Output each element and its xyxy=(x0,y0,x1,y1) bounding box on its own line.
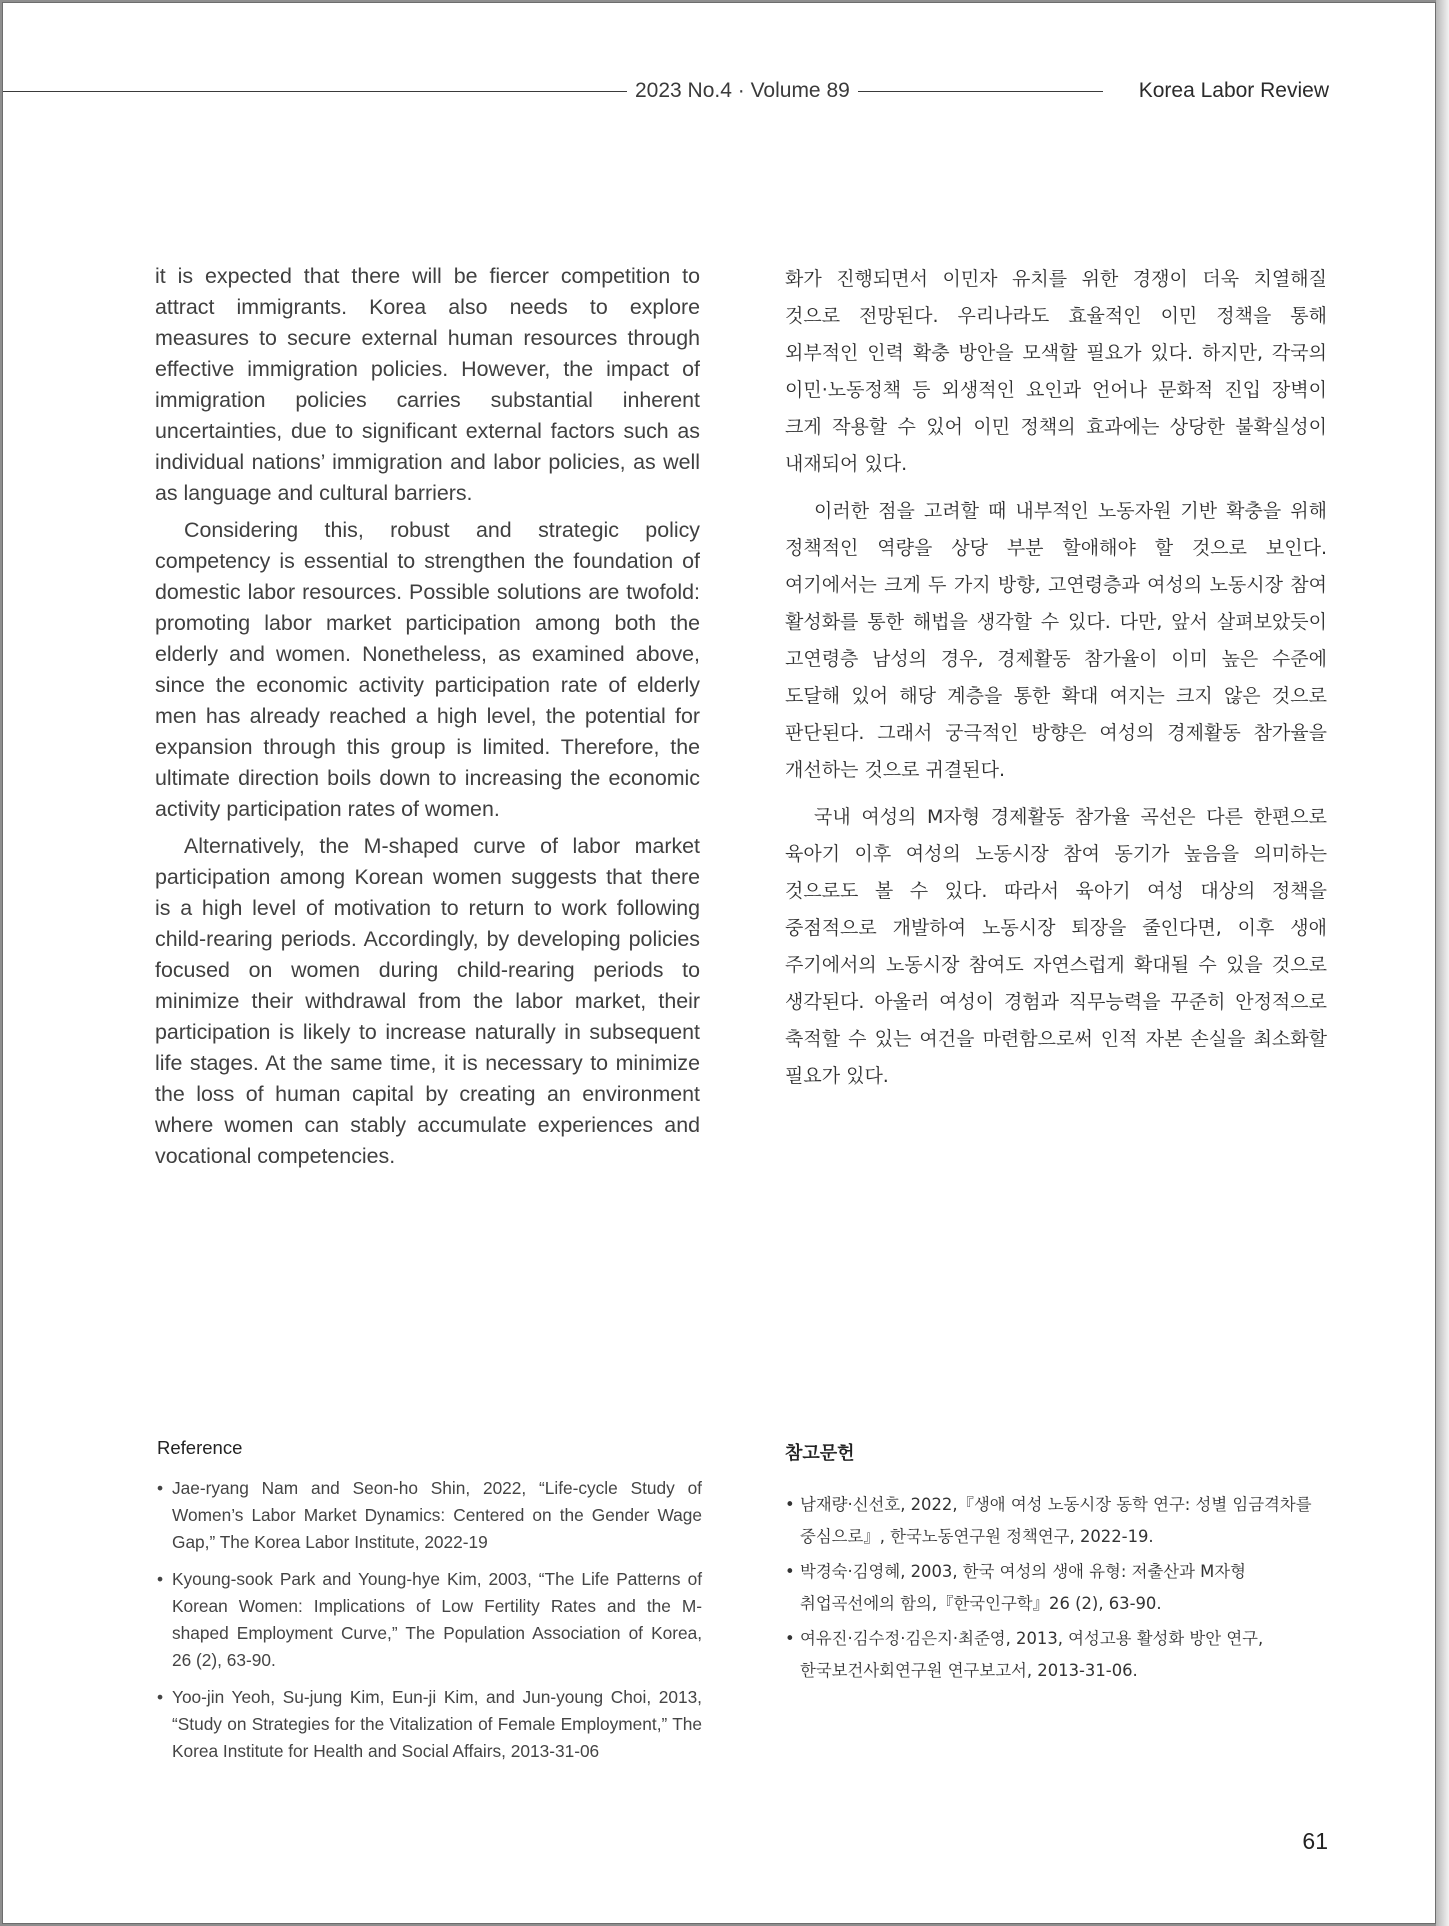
english-paragraph-3: Alternatively, the M-shaped curve of labor market participation among Korean women suggests that there is a high level of motivation to return to work following child-rearing periods. Accordingly, by developing policies focused on women during child-rearing periods to minimize their withdrawal from the labor market, their participation is likely to increase naturally in subsequent life stages. At the same time, it is necessary to minimize the loss of human capital by creating an environment where women can stably accumulate experiences and vocational competencies. xyxy=(155,834,700,1168)
reference-text: 박경숙·김영혜, 2003, 한국 여성의 생애 유형: 저출산과 M자형 취업곡선에의 함의,『한국인구학』26 (2), 63-90. xyxy=(800,1562,1246,1613)
bullet-icon: • xyxy=(157,1687,164,1707)
reference-item xyxy=(785,1623,1330,1687)
header-rule-middle xyxy=(858,91,1103,92)
reference-item xyxy=(785,1489,1330,1553)
reference-text: Jae-ryang Nam and Seon-ho Shin, 2022, “Life-cycle Study of Women’s Labor Market Dynamics: Centered on the Gender Wage Gap,” The Korea Labor Institute, 2022-19 xyxy=(172,1478,702,1552)
bullet-icon: • xyxy=(785,1629,795,1648)
reference-text: Kyoung-sook Park and Young-hye Kim, 2003, “The Life Patterns of Korean Women: Implications of Low Fertility Rates and the M-shaped Employment Curve,” The Population Association of Korea, 26 (2), 63-90. xyxy=(172,1569,702,1670)
korean-paragraph-1: 화가 진행되면서 이민자 유치를 위한 경쟁이 더욱 치열해질 것으로 전망된다. 우리나라도 효율적인 이민 정책을 통해 외부적인 인력 확충 방안을 모색할 필요가 있다. 하지만, 각국의 이민·노동정책 등 외생적인 요인과 언어나 문화적 진입 장벽이 크게 작용할 수 있어 이민 정책의 효과에는 상당한 불확실성이 내재되어 있다. xyxy=(785,268,1327,475)
page-number: 61 xyxy=(1302,1828,1328,1854)
english-paragraph-2: Considering this, robust and strategic policy competency is essential to strengthen the foundation of domestic labor resources. Possible solutions are twofold: promoting labor market participation among both the elderly and women. Nonetheless, as examined above, since the economic activity participation rate of elderly men has already reached a high level, the potential for expansion through this group is limited. Therefore, the ultimate direction boils down to increasing the economic activity participation rates of women. xyxy=(155,518,700,821)
reference-list-korean xyxy=(785,1489,1330,1690)
reference-text: Yoo-jin Yeoh, Su-jung Kim, Eun-ji Kim, and Jun-young Choi, 2013, “Study on Strategies for the Vitalization of Female Employment,” The Korea Institute for Health and Social Affairs, 2013-31-06 xyxy=(172,1687,702,1761)
bullet-icon: • xyxy=(157,1478,164,1498)
reference-item xyxy=(785,1556,1330,1620)
korean-paragraph-2: 이러한 점을 고려할 때 내부적인 노동자원 기반 확충을 위해 정책적인 역량을 상당 부분 할애해야 할 것으로 보인다. 여기에서는 크게 두 가지 방향, 고연령층과 여성의 노동시장 참여 활성화를 통한 해법을 생각할 수 있다. 다만, 앞서 살펴보았듯이 고연령층 남성의 경우, 경제활동 참가율이 이미 높은 수준에 도달해 있어 해당 계층을 통한 확대 여지는 크지 않은 것으로 판단된다. 그래서 궁극적인 방향은 여성의 경제활동 참가율을 개선하는 것으로 귀결된다. xyxy=(785,500,1327,781)
bullet-icon: • xyxy=(157,1569,164,1589)
reference-heading-korean: 참고문헌 xyxy=(785,1443,855,1464)
reference-text: 여유진·김수정·김은지·최준영, 2013, 여성고용 활성화 방안 연구, 한국보건사회연구원 연구보고서, 2013-31-06. xyxy=(800,1629,1264,1680)
bullet-icon: • xyxy=(785,1495,795,1514)
english-body-column xyxy=(155,261,700,1172)
reference-item xyxy=(157,1684,702,1765)
header-issue-label: 2023 No.4 · Volume 89 xyxy=(635,79,850,102)
english-paragraph-1: it is expected that there will be fiercer competition to attract immigrants. Korea also needs to explore measures to secure external human resources through effective immigration policies. However, the impact of immigration policies carries substantial inherent uncertainties, due to significant external factors such as individual nations’ immigration and labor policies, as well as language and cultural barriers. xyxy=(155,264,700,505)
page-edge-shadow xyxy=(1436,0,1449,1926)
reference-list-english xyxy=(157,1475,702,1775)
document-page xyxy=(2,2,1436,1924)
header-journal-title: Korea Labor Review xyxy=(1138,79,1329,102)
korean-paragraph-3: 국내 여성의 M자형 경제활동 참가율 곡선은 다른 한편으로 육아기 이후 여성의 노동시장 참여 동기가 높음을 의미하는 것으로도 볼 수 있다. 따라서 육아기 여성 대상의 정책을 중점적으로 개발하여 노동시장 퇴장을 줄인다면, 이후 생애 주기에서의 노동시장 참여도 자연스럽게 확대될 수 있을 것으로 생각된다. 아울러 여성이 경험과 직무능력을 꾸준히 안정적으로 축적할 수 있는 여건을 마련함으로써 인적 자본 손실을 최소화할 필요가 있다. xyxy=(785,806,1327,1087)
reference-heading-english: Reference xyxy=(157,1437,243,1458)
reference-text: 남재량·신선호, 2022,『생애 여성 노동시장 동학 연구: 성별 임금격차를 중심으로』, 한국노동연구원 정책연구, 2022-19. xyxy=(800,1495,1312,1546)
korean-body-column xyxy=(785,261,1327,1095)
reference-item xyxy=(157,1475,702,1556)
bullet-icon: • xyxy=(785,1562,795,1581)
header-rule-left xyxy=(3,91,627,92)
reference-item xyxy=(157,1566,702,1674)
